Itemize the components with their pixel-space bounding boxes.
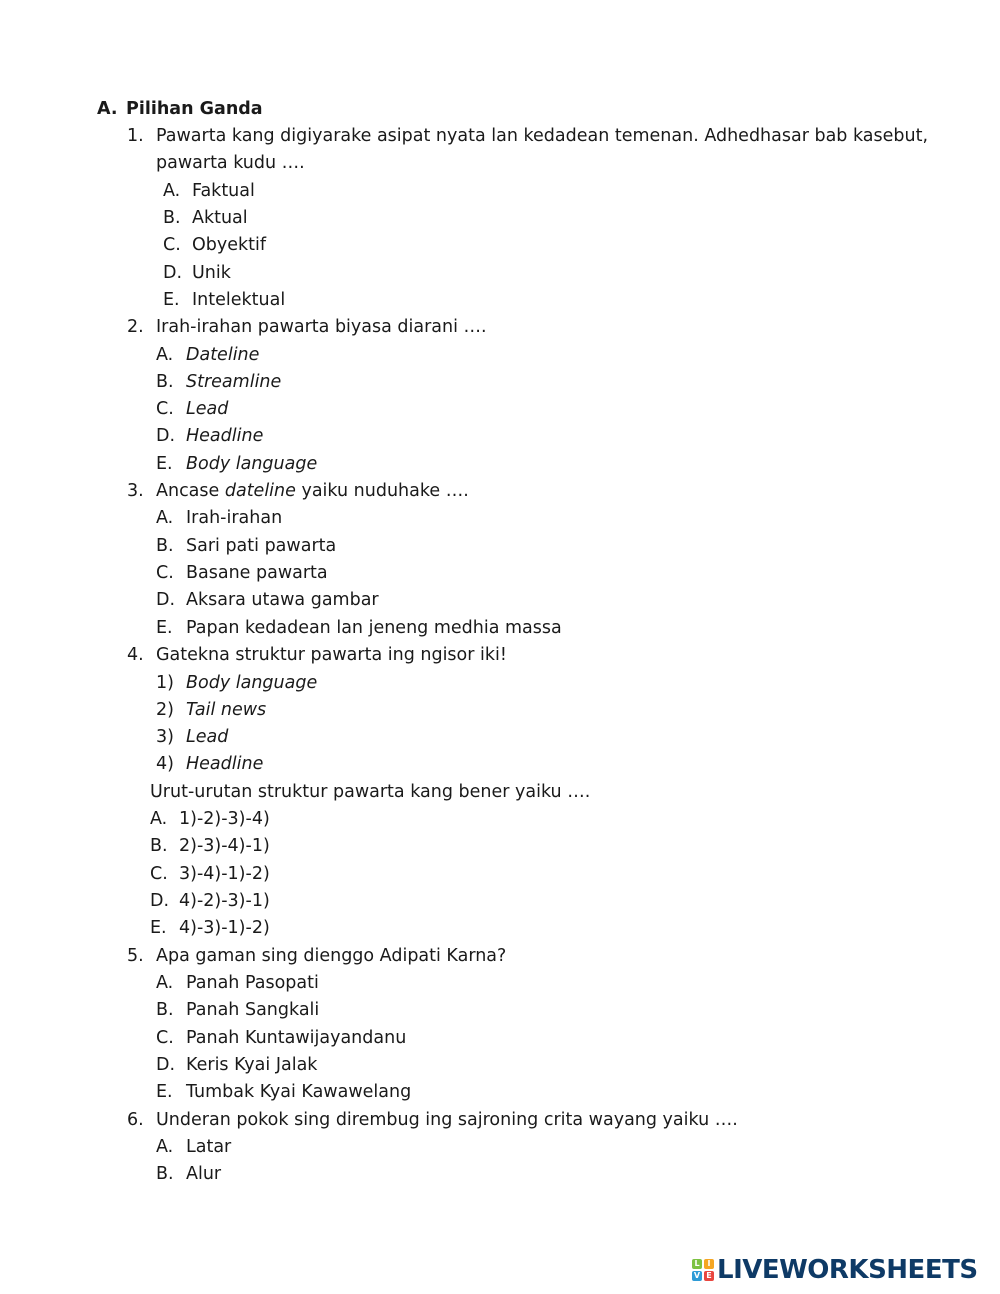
- q1-text-line2: pawarta kudu ….: [156, 153, 305, 173]
- liveworksheets-logo[interactable]: [692, 1255, 978, 1285]
- q5-number: 5.: [127, 946, 144, 966]
- option-letter: E.: [150, 918, 167, 938]
- q4-text: Gatekna struktur pawarta ing ngisor iki!: [156, 645, 507, 665]
- logo-mark-tile: I: [704, 1259, 714, 1269]
- q5-option-d[interactable]: Keris Kyai Jalak: [186, 1055, 318, 1075]
- q6-text: Underan pokok sing dirembug ing sajroning crita wayang yaiku ….: [156, 1110, 738, 1130]
- logo-mark-tile: L: [692, 1259, 702, 1269]
- q3-option-a[interactable]: Irah-irahan: [186, 508, 283, 528]
- logo-mark-tile: E: [704, 1271, 714, 1281]
- option-letter: C.: [150, 864, 168, 884]
- q3-number: 3.: [127, 481, 144, 501]
- list-item-number: 1): [156, 673, 174, 693]
- option-letter: B.: [156, 372, 174, 392]
- q1-option-c[interactable]: Obyektif: [192, 235, 267, 255]
- q5-option-c[interactable]: Panah Kuntawijayandanu: [186, 1028, 407, 1048]
- logo-mark-icon: [692, 1259, 714, 1281]
- q2-option-a[interactable]: Dateline: [186, 345, 260, 365]
- section-title: Pilihan Ganda: [126, 99, 263, 119]
- q6-number: 6.: [127, 1110, 144, 1130]
- logo-mark-tile: V: [693, 1271, 701, 1280]
- q2-number: 2.: [127, 317, 144, 337]
- option-letter: D.: [163, 263, 183, 283]
- q3-option-c[interactable]: Basane pawarta: [186, 563, 328, 583]
- q2-option-d[interactable]: Headline: [186, 426, 264, 446]
- option-letter: B.: [156, 1164, 174, 1184]
- list-item: Lead: [186, 727, 229, 747]
- q4-question: Urut-urutan struktur pawarta kang bener yaiku ….: [150, 782, 591, 802]
- q5-option-a[interactable]: Panah Pasopati: [186, 973, 319, 993]
- q3-text: [156, 480, 469, 502]
- q4-option-c[interactable]: 3)-4)-1)-2): [179, 864, 270, 884]
- option-letter: A.: [156, 973, 174, 993]
- option-letter: B.: [163, 208, 181, 228]
- q1-option-e[interactable]: Intelektual: [192, 290, 286, 310]
- option-letter: B.: [156, 1000, 174, 1020]
- q1-option-a[interactable]: Faktual: [192, 181, 255, 201]
- option-letter: A.: [156, 508, 174, 528]
- list-item-number: 3): [156, 727, 174, 747]
- option-letter: C.: [156, 563, 174, 583]
- q4-option-d[interactable]: 4)-2)-3)-1): [179, 891, 270, 911]
- q3-option-b[interactable]: Sari pati pawarta: [186, 536, 337, 556]
- list-item-number: 4): [156, 754, 174, 774]
- option-letter: C.: [156, 399, 174, 419]
- q3-text-post: yaiku nuduhake ….: [295, 481, 469, 501]
- list-item-number: 2): [156, 700, 174, 720]
- q3-option-d[interactable]: Aksara utawa gambar: [186, 590, 379, 610]
- q1-text-line1: Pawarta kang digiyarake asipat nyata lan kedadean temenan. Adhedhasar bab kasebut,: [156, 126, 929, 146]
- q2-option-e[interactable]: Body language: [186, 454, 318, 474]
- q3-text-emphasis: dateline: [224, 481, 296, 501]
- option-letter: C.: [156, 1028, 174, 1048]
- q5-option-e[interactable]: Tumbak Kyai Kawawelang: [186, 1082, 412, 1102]
- list-item: Tail news: [186, 700, 267, 720]
- q5-option-b[interactable]: Panah Sangkali: [186, 1000, 320, 1020]
- section-marker: A.: [97, 99, 118, 119]
- q4-option-e[interactable]: 4)-3)-1)-2): [179, 918, 270, 938]
- q2-option-c[interactable]: Lead: [186, 399, 229, 419]
- option-letter: A.: [163, 181, 181, 201]
- q1-option-d[interactable]: Unik: [192, 263, 231, 283]
- q5-text: Apa gaman sing dienggo Adipati Karna?: [156, 946, 507, 966]
- q6-option-b[interactable]: Alur: [186, 1164, 222, 1184]
- q4-option-b[interactable]: 2)-3)-4)-1): [179, 836, 270, 856]
- option-letter: E.: [156, 454, 173, 474]
- q3-option-e[interactable]: Papan kedadean lan jeneng medhia massa: [186, 618, 562, 638]
- q2-option-b[interactable]: Streamline: [186, 372, 282, 392]
- option-letter: D.: [156, 1055, 176, 1075]
- q1-number: 1.: [127, 126, 144, 146]
- q6-option-a[interactable]: Latar: [186, 1137, 232, 1157]
- option-letter: A.: [156, 345, 174, 365]
- option-letter: E.: [156, 1082, 173, 1102]
- option-letter: E.: [163, 290, 180, 310]
- list-item: Body language: [186, 673, 318, 693]
- q2-text: Irah-irahan pawarta biyasa diarani ….: [156, 317, 487, 337]
- q4-option-a[interactable]: 1)-2)-3)-4): [179, 809, 270, 829]
- option-letter: D.: [150, 891, 170, 911]
- q4-number: 4.: [127, 645, 144, 665]
- list-item: Headline: [186, 754, 264, 774]
- option-letter: A.: [150, 809, 168, 829]
- option-letter: B.: [156, 536, 174, 556]
- option-letter: A.: [156, 1137, 174, 1157]
- option-letter: B.: [150, 836, 168, 856]
- q1-option-b[interactable]: Aktual: [192, 208, 248, 228]
- q3-text-pre: Ancase: [156, 481, 225, 501]
- option-letter: C.: [163, 235, 181, 255]
- option-letter: E.: [156, 618, 173, 638]
- option-letter: D.: [156, 590, 176, 610]
- logo-wordmark: LIVEWORKSHEETS: [717, 1255, 978, 1285]
- option-letter: D.: [156, 426, 176, 446]
